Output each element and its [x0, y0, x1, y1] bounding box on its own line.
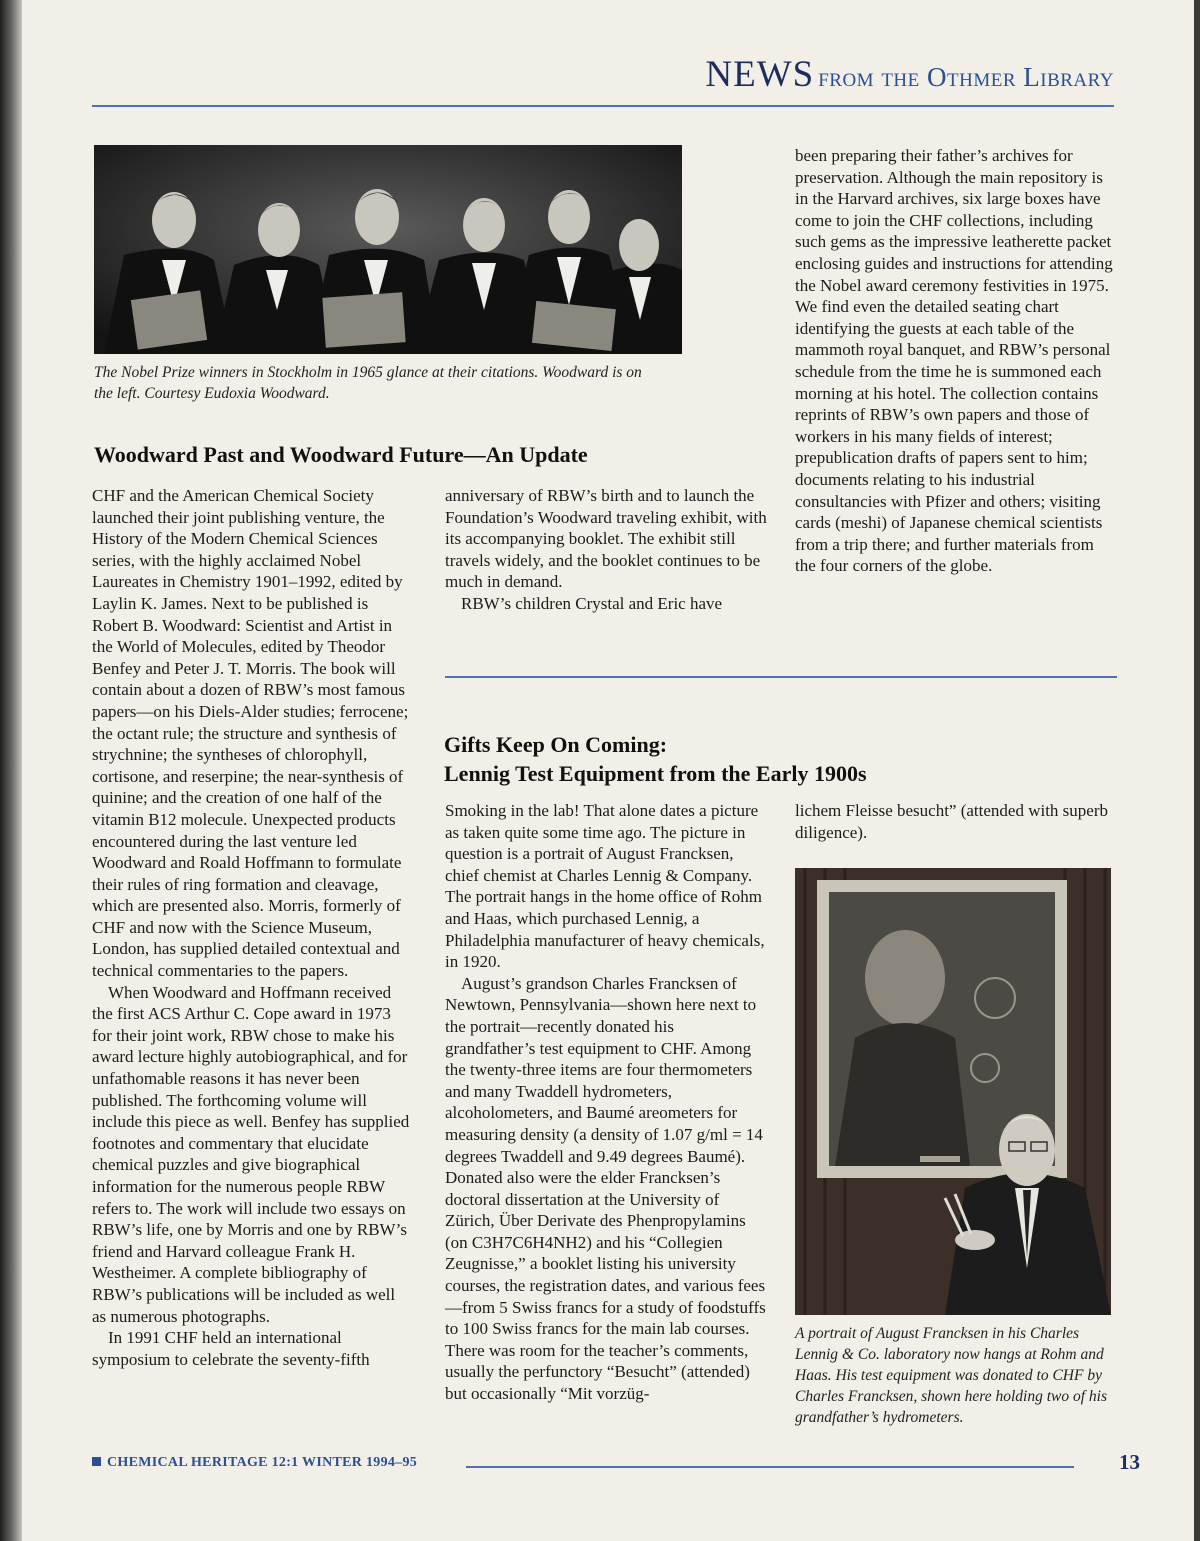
article2-headline-line2: Lennig Test Equipment from the Early 1900s: [444, 761, 867, 786]
footer-square-icon: [92, 1457, 101, 1466]
article1-col1-p3: In 1991 CHF held an international symposium to celebrate the seventy-fifth: [92, 1328, 370, 1369]
nobel-winners-photo: [94, 145, 682, 354]
section-header-news: NEWS: [705, 54, 815, 95]
article1-headline: Woodward Past and Woodward Future—An Update: [94, 442, 588, 467]
footer-rule: [466, 1466, 1074, 1468]
article2-column3: [795, 800, 1117, 843]
article1-column1: [92, 485, 410, 1370]
article1-col1-p2: When Woodward and Hoffmann received the first ACS Arthur C. Cope award in 1973 for their joint work, RBW chose to make his award lecture highly autobiographical, and for unfathomable reasons it has never been published. The forthcoming volume will include this piece as well. Benfey has supplied footnotes and commentary that elucidate chemical puzzles and give biographical information for the numerous people RBW refers to. The work will include two essays on RBW’s life, one by Morris and one by RBW’s friend and Harvard colleague Frank H. Westheimer. A complete bibliography of RBW’s publications will be included as well as numerous photographs.: [92, 982, 410, 1326]
article2-headline: [444, 730, 867, 788]
article1-column3: [795, 145, 1117, 577]
section-header-rest: from the Othmer Library: [818, 62, 1114, 92]
article1-col2-p1: anniversary of RBW’s birth and to launch the Foundation’s Woodward traveling exhibit, with its accompanying booklet. The exhibit still travels widely, and the booklet continues to be much in demand.: [445, 486, 767, 592]
article1-column2: [445, 485, 767, 615]
article-divider-rule: [445, 676, 1117, 678]
article2-col2-p1: Smoking in the lab! That alone dates a picture as taken quite some time ago. The picture in question is a portrait of August Francksen, chief chemist at Charles Lennig & Company. The portrait hangs in the home office of Rohm and Haas, which purchased Lennig, a Philadelphia manufacturer of heavy chemicals, in 1920.: [445, 801, 765, 972]
photo1-caption: The Nobel Prize winners in Stockholm in 1965 glance at their citations. Woodward is on the left. Courtesy Eudoxia Woodward.: [94, 364, 642, 402]
page-edge: [1194, 0, 1200, 1541]
article1-col2-p2: RBW’s children Crystal and Eric have: [461, 593, 723, 613]
section-header: [705, 56, 1114, 93]
footer-publication-text: CHEMICAL HERITAGE 12:1 WINTER 1994–95: [107, 1455, 418, 1470]
article2-headline-line1: Gifts Keep On Coming:: [444, 732, 668, 757]
article1-col3-p1: been preparing their father’s archives for preservation. Although the main repository is in the Harvard archives, six large boxes have come to join the CHF collections, including such gems as the impressive leatherette packet enclosing guides and instructions for attending the Nobel award ceremony festivities in 1975. We find even the detailed seating chart identifying the guests at each table of the mammoth royal banquet, and RBW’s personal schedule from the time he is summoned each morning at his hotel. The collection contains reprints of RBW’s own papers and those of workers in his many fields of interest; prepublication drafts of papers sent to him; documents relating to his industrial consultancies with Pfizer and others; visiting cards (meshi) of Japanese chemical scientists from a trip there; and further materials from the four corners of the globe.: [795, 146, 1113, 576]
article1-col1-p1: CHF and the American Chemical Society launched their joint publishing venture, the History of the Modern Chemical Sciences series, with the highly acclaimed Nobel Laureates in Chemistry 1901–1992, edited by Laylin K. James. Next to be published is Robert B. Woodward: Scientist and Artist in the World of Molecules, edited by Theodor Benfey and Peter J. T. Morris. The book will contain about a dozen of RBW’s most famous papers—on his Diels-Alder studies; ferrocene; the octant rule; the structure and synthesis of strychnine; the syntheses of chlorophyll, cortisone, and reserpine; the near-synthesis of quinine; and the creation of one half of the vitamin B12 molecule. Unexpected products encountered during the last venture led Woodward and Roald Hoffmann to formulate their rules of ring formation and cleavage, which are presented also. Morris, formerly of CHF and now with the Science Museum, London, has supplied detailed contextual and technical commentaries to the papers.: [92, 486, 409, 981]
publication-footer: [92, 1455, 417, 1471]
francksen-portrait-illustration: [795, 868, 1111, 1315]
nobel-winners-illustration: [94, 145, 682, 354]
article2-column2: [445, 800, 767, 1405]
photo2-caption: A portrait of August Francksen in his Charles Lennig & Co. laboratory now hangs at Rohm and Haas. His test equipment was donated to CHF by Charles Francksen, shown here holding two of his grandfather’s hydrometers.: [795, 1325, 1107, 1426]
header-rule: [92, 105, 1114, 107]
article2-col3-p1: lichem Fleisse besucht” (attended with superb diligence).: [795, 801, 1108, 842]
page-number: 13: [1119, 1450, 1140, 1474]
francksen-portrait-photo: [795, 868, 1111, 1315]
page-spine: [0, 0, 24, 1541]
article2-col2-p2: August’s grandson Charles Francksen of Newtown, Pennsylvania—shown here next to the portrait—recently donated his grandfather’s test equipment to CHF. Among the twenty-three items are four thermometers and many Twaddell hydrometers, alcoholometers, and Baumé areometers for measuring density (a density of 1.07 g/ml = 14 degrees Twaddell and 9.49 degrees Baumé). Donated also were the elder Francksen’s doctoral dissertation at the University of Zürich, Über Derivate des Phenpropylamins (on C3H7C6H4NH2) and his “Collegien Zeugnisse,” a booklet listing his university courses, the registration dates, and various fees—from 5 Swiss francs for a study of foodstuffs to 100 Swiss francs for the main lab courses. There was room for the teacher’s comments, usually the perfunctory “Besucht” (attended) but occasionally “Mit vorzüg-: [445, 973, 766, 1404]
